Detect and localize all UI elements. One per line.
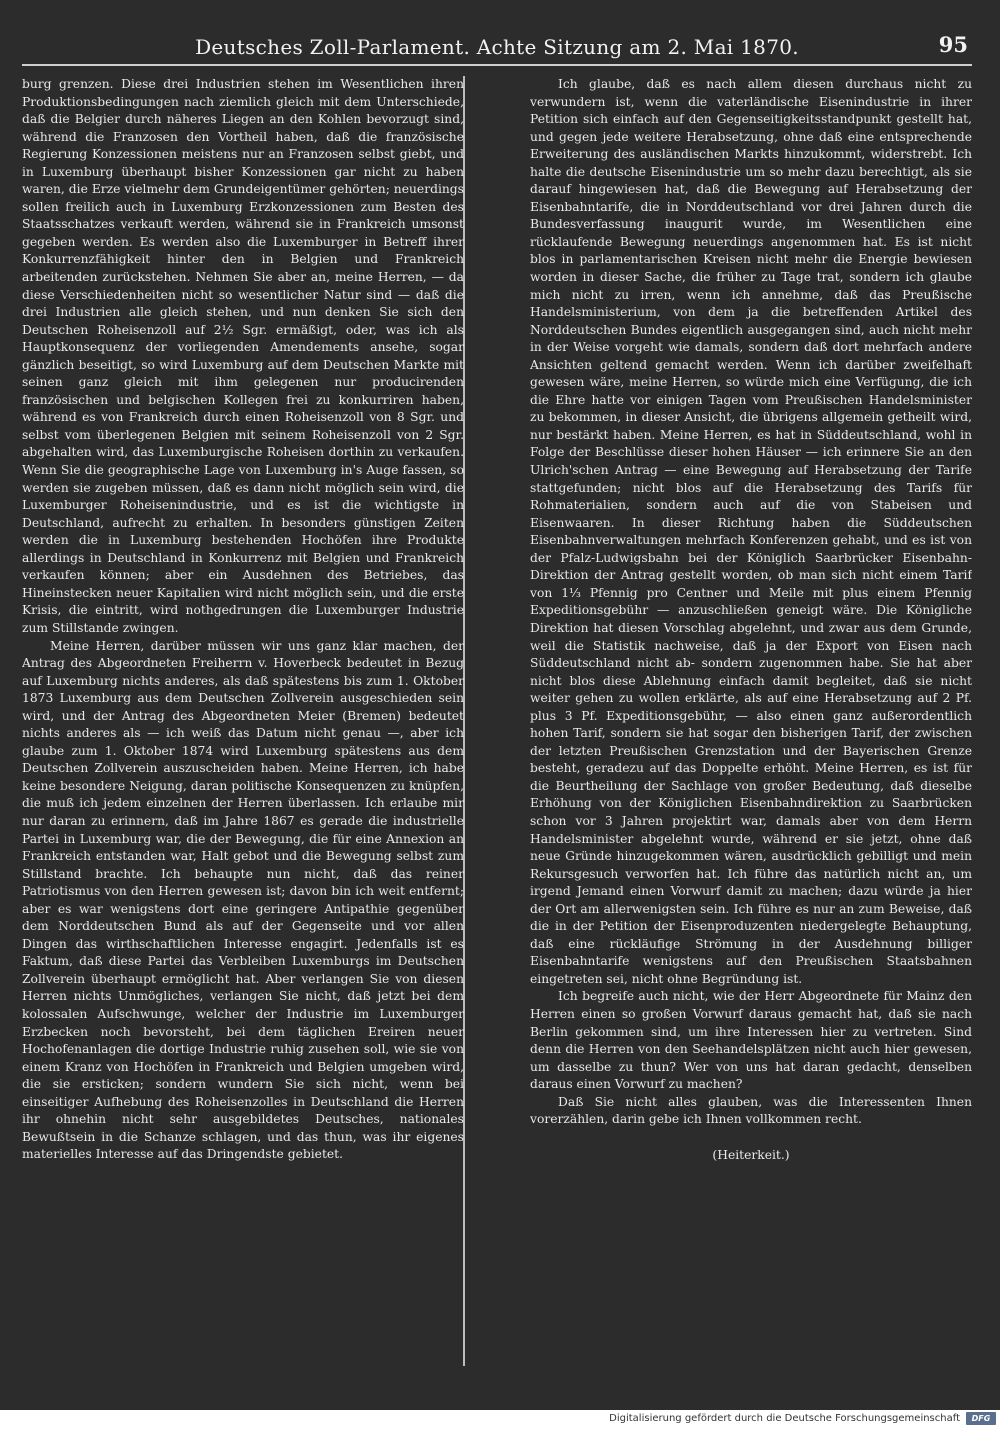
text-columns	[22, 76, 972, 1376]
interjection: (Heiterkeit.)	[712, 1147, 790, 1162]
page-title: Deutsches Zoll-Parlament. Achte Sitzung am 2. Mai 1870.	[195, 35, 799, 59]
paragraph: Ich begreife auch nicht, wie der Herr Abgeordnete für Mainz den Herren einen so großen Vorwurf daraus gemacht hat, daß sie nach Berlin gekommen sind, um ihre Interessen hier zu vertreten. Sind denn die Herren von den Seehandelsplätzen nicht auch hier gewesen, um dasselbe zu thun? Wer von uns hat daran gedacht, denselben daraus einen Vorwurf zu machen?	[530, 989, 972, 1092]
paragraph: Ich glaube, daß es nach allem diesen durchaus nicht zu verwundern ist, wenn die vaterländische Eisenindustrie in ihrer Petition sich einfach auf den Gegenseitigkeitsstandpunkt gestellt hat, und gegen jede weitere Herabsetzung, ohne daß eine entsprechende Erweiterung des ausländischen Markts hinzukommt, widerstrebt. Ich halte die deutsche Eisenindustrie um so mehr dazu berechtigt, als sie darauf hingewiesen hat, daß die Bewegung auf Herabsetzung der Eisenbahntarife, die in Norddeutschland vor drei Jahren durch die Bundesverfassung inaugurit wurde, im Wesentlichen eine rücklaufende Bewegung neuerdings angenommen hat. Es ist nicht blos in parlamentarischen Kreisen nicht mehr die Energie bewiesen worden in dieser Sache, die früher zu Tage trat, sondern ich glaube mich nicht zu irren, wenn ich annehme, daß das Preußische Handelsministerium, von dem ja die betreffenden Artikel des Norddeutschen Bundes eigentlich ausgegangen sind, auch nicht mehr in der Weise vorgeht wie damals, sondern daß dort mehrfach andere Ansichten geltend gemacht werden. Wenn ich darüber zweifelhaft gewesen wäre, meine Herren, so würde mich eine Verfügung, die ich die Ehre hatte vor einigen Tagen vom Preußischen Handelsminister zu bekommen, in dieser Ansicht, die übrigens allgemein getheilt wird, nur bestärkt haben. Meine Herren, es hat in Süddeutschland, wohl in Folge der Beschlüsse dieser hohen Häuser — ich erinnere Sie an den Ulrich'schen Antrag — eine Bewegung auf Herabsetzung der Tarife stattgefunden; nicht blos auf die Herabsetzung des Tarifs für Rohmaterialien, sondern auch auf die von Stabeisen und Eisenwaaren. In dieser Richtung haben die Süddeutschen Eisenbahnverwaltungen mehrfach Konferenzen gehabt, und es ist von der Pfalz-Ludwigsbahn bei der Königlich Saarbrücker Eisenbahn-Direktion der Antrag gestellt worden, ob man sich nicht einem Tarif von 1⅓ Pfennig pro Centner und Meile mit plus einem Pfennig Expeditionsgebühr — anzuschließen geneigt wäre. Die Königliche Direktion hat diesen Vorschlag abgelehnt, und zwar aus dem Grunde, weil die Statistik nachweise, daß ja der Export von Eisen nach Süddeutschland nicht ab- sondern zugenommen habe. Sie hat aber nicht blos diese Ablehnung einfach damit begleitet, daß sie nicht weiter gehen zu wollen erklärte, als auf eine Herabsetzung auf 2 Pf. plus 3 Pf. Expeditionsgebühr, — also einen ganz außerordentlich hohen Tarif, sondern sie hat sogar den bisherigen Tarif, der zwischen der letzten Preußischen Grenzstation und der Bayerischen Grenze besteht, geradezu auf das Doppelte erhöht. Meine Herren, es ist für die Beurtheilung der Sachlage von großer Bedeutung, daß dieselbe Erhöhung von der Königlichen Eisenbahndirektion zu Saarbrücken schon vor 3 Jahren projektirt war, damals aber von dem Herrn Handelsminister abgelehnt wurde, während er sie jetzt, ohne daß neue Gründe hinzugekommen wären, ausdrücklich gebilligt und mein Rekursgesuch verworfen hat. Ich führe das natürlich nicht an, um irgend Jemand einen Vorwurf damit zu machen; dazu würde ja hier der Ort am allerwenigsten sein. Ich führe es nur an zum Beweise, daß die in der Petition der Eisenproduzenten niedergelegte Behauptung, daß eine rückläufige Strömung in der Ausdehnung billiger Eisenbahntarife wenigstens auf den Preußischen Staatsbahnen eingetreten sei, nicht ohne Begründung ist.	[530, 77, 972, 986]
page-number: 95	[938, 32, 968, 57]
paragraph: Meine Herren, darüber müssen wir uns ganz klar machen, der Antrag des Abgeordneten Freiherrn v. Hoverbeck bedeutet in Bezug auf Luxemburg nichts anderes, als daß spätestens bis zum 1. Oktober 1873 Luxemburg aus dem Deutschen Zollverein ausgeschieden sein wird, und der Antrag des Abgeordneten Meier (Bremen) bedeutet nichts anderes als — ich weiß das Datum nicht genau —, aber ich glaube zum 1. Oktober 1874 wird Luxemburg spätestens aus dem Deutschen Zollverein auszuscheiden haben. Meine Herren, ich habe keine besondere Neigung, daran politische Konsequenzen zu knüpfen, die muß ich jedem einzelnen der Herren überlassen. Ich erlaube mir nur daran zu erinnern, daß im Jahre 1867 es gerade die industrielle Partei in Luxemburg war, die der Bewegung, die für eine Annexion an Frankreich entstanden war, Halt gebot und die Bewegung selbst zum Stillstand brachte. Ich behaupte nun nicht, daß das reiner Patriotismus von den Herren gewesen ist; davon bin ich weit entfernt; aber es war wenigstens dort eine geringere Antipathie gegenüber dem Norddeutschen Bund als auf der Gegenseite und vor allen Dingen das wirthschaftlichen Interesse engagirt. Jedenfalls ist es Faktum, daß diese Partei das Verbleiben Luxemburgs im Deutschen Zollverein überhaupt ermöglicht hat. Aber verlangen Sie von diesen Herren nichts Unmögliches, verlangen Sie nicht, daß jetzt bei dem kolossalen Aufschwunge, welcher der Industrie im Luxemburger Erzbecken noch bevorsteht, bei dem täglichen Ereiren neuer Hochofenanlagen die dortige Industrie ruhig zusehen soll, wie sie von einem Kranz von Hochöfen in Frankreich und Belgien umgeben wird, die sie ersticken; sondern wundern Sie sich nicht, wenn bei einseitiger Aufhebung des Roheisenzolles in Deutschland die Herren ihr ohnehin nicht sehr ausgebildetes Deutsches, nationales Bewußtsein in die Schanze schlagen, und das thun, was ihr eigenes materielles Interesse auf das Dringendste gebietet.	[22, 638, 464, 1162]
digitization-footer	[609, 1410, 996, 1426]
paragraph: burg grenzen. Diese drei Industrien stehen im Wesentlichen ihren Produktionsbedingungen nach ziemlich gleich mit dem Unterschiede, daß die Belgier durch näheres Liegen an den Kohlen bevorzugt sind, während die Franzosen den Vortheil haben, daß die französische Regierung Konzessionen meistens nur an Franzosen selbst giebt, und in Luxemburg überhaupt bisher Konzessionen gar nicht zu haben waren, die Erze vielmehr dem Grundeigentümer gehörten; neuerdings sollen freilich auch in Luxemburg Erzkonzessionen zum Besten des Staatsschatzes verkauft werden, während sie in Frankreich umsonst gegeben werden. Es werden also die Luxemburger in Betreff ihrer Konkurrenzfähigkeit hinter den in Belgien und Frankreich arbeitenden zurückstehen. Nehmen Sie aber an, meine Herren, — da diese Verschiedenheiten nicht so wesentlicher Natur sind — daß die drei Industrien alle gleich stehen, und nun denken Sie sich den Deutschen Roheisenzoll auf 2½ Sgr. ermäßigt, oder, was ich als Hauptkonsequenz der vorliegenden Amendements ansehe, sogar gänzlich beseitigt, so wird Luxemburg auf dem Deutschen Markte mit seinen ganz gleich mit ihm gelegenen nur producirenden französischen und belgischen Kollegen frei zu konkurriren haben, während es von Frankreich durch einen Roheisenzoll von 8 Sgr. und selbst vom überlegenen Belgien mit seinem Roheisenzoll von 2 Sgr. abgehalten wird, das Luxemburgische Roheisen dorthin zu verkaufen. Wenn Sie die geographische Lage von Luxemburg in's Auge fassen, so werden sie zugeben müssen, daß es dann nicht möglich sein wird, die Luxemburger Roheisenindustrie, und es ist die wichtigste in Deutschland, aufrecht zu erhalten. In besonders günstigen Zeiten werden die in Luxemburg bestehenden Hochöfen ihre Produkte allerdings in Deutschland in Konkurrenz mit Belgien und Frankreich verkaufen können; aber ein Ausdehnen des Betriebes, das Hineinstecken neuer Kapitalien wird nicht möglich sein, und die erste Krisis, die eintritt, wird nothgedrungen die Luxemburger Industrie zum Stillstande zwingen.	[22, 77, 464, 635]
dfg-logo-icon: DFG	[966, 1412, 996, 1425]
page-header	[22, 30, 972, 66]
paragraph: Daß Sie nicht alles glauben, was die Interessenten Ihnen vorerzählen, darin gebe ich Ihnen vollkommen recht.	[530, 1094, 972, 1127]
left-column	[22, 76, 464, 1376]
right-column	[530, 76, 972, 1376]
footer-text: Digitalisierung gefördert durch die Deutsche Forschungsgemeinschaft	[609, 1412, 960, 1424]
